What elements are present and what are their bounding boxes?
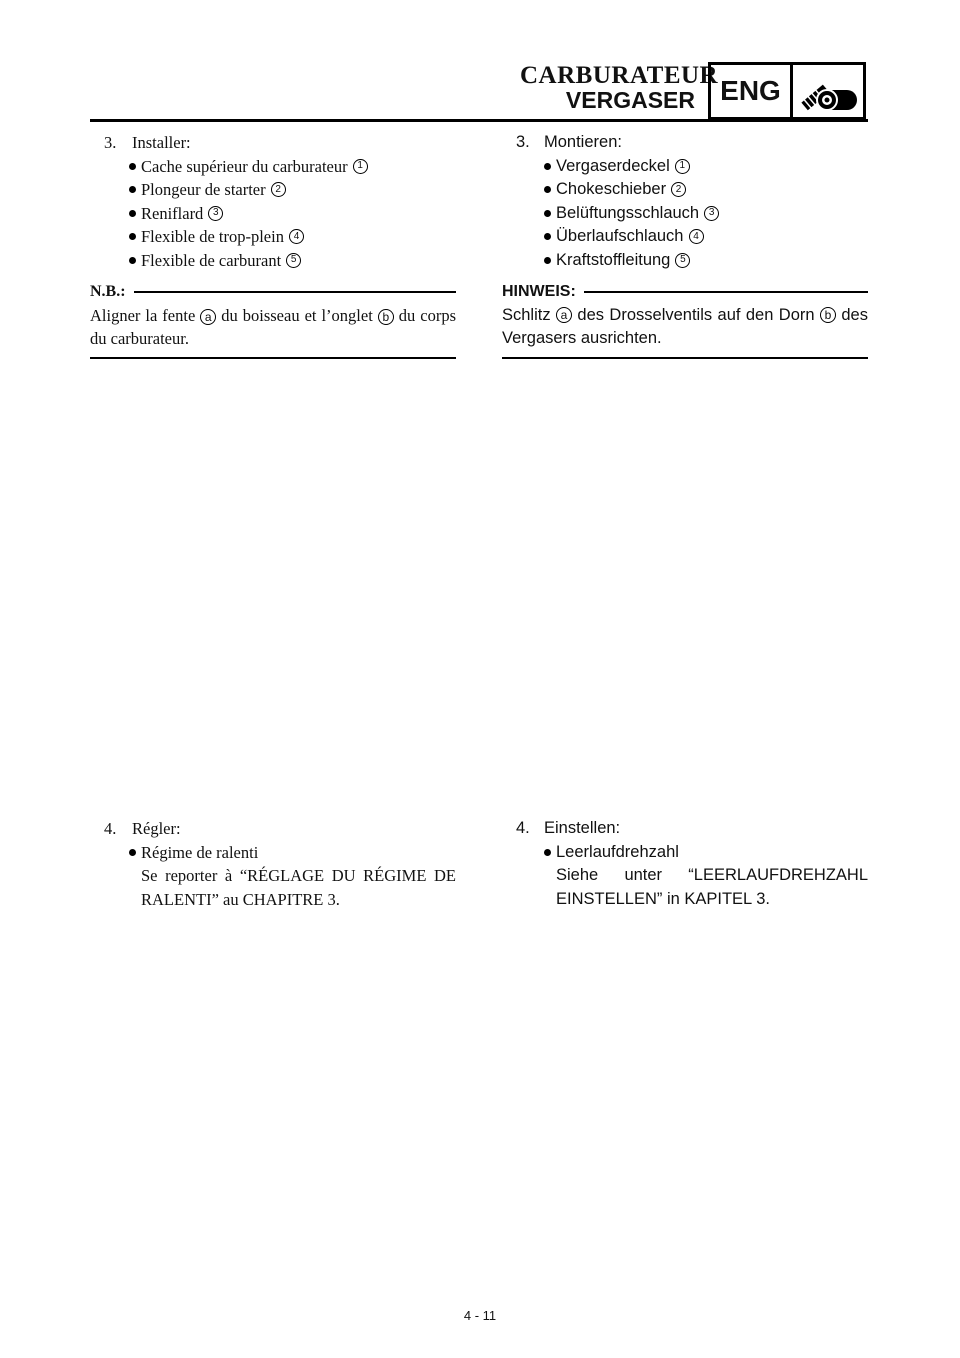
de-step4: [516, 817, 868, 911]
engine-parts-icon: [793, 65, 863, 117]
callout-number: 5: [675, 253, 690, 268]
bullet-icon: [129, 849, 136, 856]
reference-text: Siehe unter “LEERLAUFDREHZAHL EINSTELLEN” in KAPITEL 3.: [556, 866, 868, 908]
list-item: Chokeschieber 2: [544, 178, 868, 202]
step-number: 3.: [516, 133, 530, 151]
callout-number: 3: [208, 206, 223, 221]
callout-letter: a: [200, 309, 216, 325]
note-text: Aligner la fente a du boisseau et l’onglet b du corps du carburateur.: [90, 305, 457, 348]
fr-step3: [104, 131, 464, 272]
list-item: Plongeur de starter 2: [129, 178, 464, 202]
note-divider: [134, 291, 456, 293]
callout-letter: b: [820, 307, 836, 323]
callout-number: 3: [704, 206, 719, 221]
section-badge-label: ENG: [711, 65, 793, 117]
note-text: Schlitz a des Drosselventils auf den Dorn b des Vergasers ausrichten.: [502, 305, 868, 347]
bullet-icon: [544, 186, 551, 193]
bullet-icon: [129, 210, 136, 217]
list-item: Belüftungsschlauch 3: [544, 202, 868, 226]
list-item: Kraftstoffleitung 5: [544, 249, 868, 273]
callout-number: 2: [271, 182, 286, 197]
de-step3: [516, 131, 868, 272]
bullet-icon: [544, 163, 551, 170]
callout-number: 4: [689, 229, 704, 244]
step-number: 4.: [104, 819, 117, 838]
list-item: Reniflard 3: [129, 202, 464, 226]
list-item: Überlaufschlauch 4: [544, 225, 868, 249]
note-bottom-rule: [502, 357, 868, 359]
note-heading: N.B.:: [90, 283, 126, 300]
header-rule: [90, 119, 868, 122]
reference-text: Se reporter à “RÉGLAGE DU RÉGIME DE RALENTI” au CHAPITRE 3.: [141, 866, 456, 909]
bullet-icon: [544, 849, 551, 856]
note-bottom-rule: [90, 357, 456, 359]
callout-letter: b: [378, 309, 394, 325]
list-item: Flexible de trop-plein 4: [129, 225, 464, 249]
section-badge: [708, 62, 866, 120]
list-item: Cache supérieur du carburateur 1: [129, 155, 464, 179]
bullet-icon: [129, 163, 136, 170]
callout-number: 2: [671, 182, 686, 197]
fr-step4: [104, 817, 456, 911]
step-number: 3.: [104, 133, 117, 152]
note-divider: [584, 291, 868, 293]
bullet-icon: [129, 233, 136, 240]
callout-number: 4: [289, 229, 304, 244]
bullet-icon: [544, 210, 551, 217]
step-label: Montieren:: [544, 133, 622, 151]
section-title-de: VERGASER: [565, 87, 695, 113]
list-item: Régime de ralenti: [129, 841, 456, 865]
callout-number: 5: [286, 253, 301, 268]
list-item: Leerlaufdrehzahl: [544, 841, 868, 865]
step-label: Régler:: [132, 819, 181, 838]
list-item: Vergaserdeckel 1: [544, 155, 868, 179]
bullet-icon: [544, 257, 551, 264]
bullet-icon: [129, 186, 136, 193]
note-heading: HINWEIS:: [502, 283, 576, 300]
step-label: Installer:: [132, 133, 191, 152]
list-item: Flexible de carburant 5: [129, 249, 464, 273]
page-number: 4 - 11: [463, 1308, 497, 1323]
callout-number: 1: [353, 159, 368, 174]
fr-note: [90, 280, 456, 359]
step-number: 4.: [516, 819, 530, 837]
bullet-icon: [544, 233, 551, 240]
callout-letter: a: [556, 307, 572, 323]
step-label: Einstellen:: [544, 819, 621, 837]
callout-number: 1: [675, 159, 690, 174]
section-title-fr: CARBURATEUR: [520, 62, 719, 89]
de-note: [502, 280, 868, 359]
bullet-icon: [129, 257, 136, 264]
